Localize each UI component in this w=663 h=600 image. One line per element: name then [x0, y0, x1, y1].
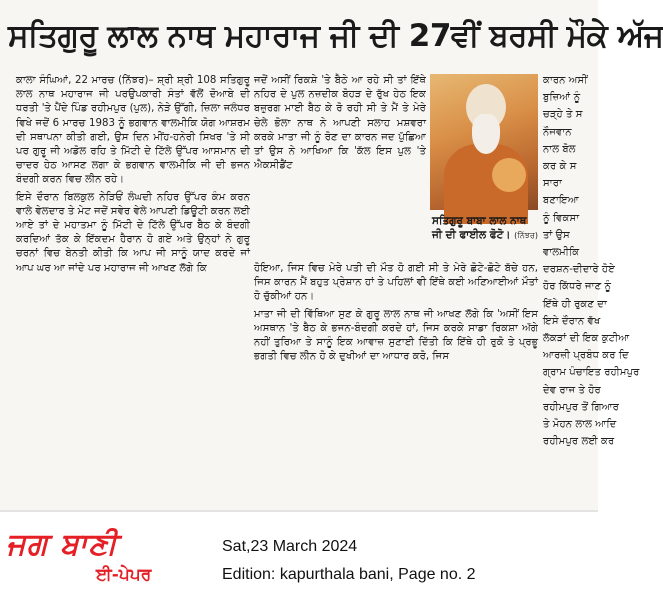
- article-line: ਰਹੀਮਪੁਰ ਲਈ ਕਰ: [543, 436, 615, 448]
- epaper-footer: [0, 510, 598, 600]
- article-line: ਸਾਰਾ: [543, 178, 562, 190]
- article-line: ਦਰਸ਼ਨ-ਦੀਦਾਰੇ ਹੋਏ: [543, 264, 615, 276]
- article-paragraph: ਕਾਲਾ ਸੰਘਿਆਂ, 22 ਮਾਰਚ (ਨਿੱਝਰ)– ਸ਼੍ਰੀ ਸ਼੍ਰੀ 108 ਸਤਿਗੁਰੂ ਲਾਲ ਨਾਥ ਮਹਾਰਾਜ ਜੀ ਪਰਉਪਕਾਰੀ ਸੰਤਾਂ ਵੱਲੋਂ ਦੋਆਬੇ ਦੀ ਧਰਤੀ 'ਤੇ ਪੈਂਦੇ ਪਿੰਡ ਰਹੀਮਪੁਰ (ਪੁਲ), ਨੇੜੇ ਉੱਗੀ, ਜ਼ਿਲਾ ਜਲੰਧਰ ਵਿਖੇ ਜਦੋਂ 6 ਮਾਰਚ 1983 ਨੂੰ ਭਗਵਾਨ ਵਾਲਮੀਕਿ ਯੋਗ ਆਸ਼ਰਮ ਦੀ ਸਥਾਪਨਾ ਕੀਤੀ ਗਈ, ਉਸ ਦਿਨ ਮੀਂਹ-ਹਨੇਰੀ ਸਿਖਰ 'ਤੇ ਸੀ ਪਰ ਗੁਰੂ ਜੀ ਅਡੋਲ ਰਹਿ ਤੇ ਮਿੱਟੀ ਦੇ ਟਿੱਲੇ ਉੱਪਰ ਆਸਮਾਨ ਦੀ ਚਾਦਰ ਹੇਠ ਆਸਣ ਲਗਾ ਕੇ ਭਗਵਾਨ ਵਾਲਮੀਕਿ ਜੀ ਦੀ ਭਜਨ ਬੰਦਗੀ ਕਰਨ ਵਿਚ ਲੀਨ ਰਹੇ।: [16, 75, 250, 186]
- photo-beard: [472, 114, 500, 154]
- article-line: ਬਣਾਇਆ: [543, 195, 579, 207]
- article-line: ਗ੍ਰਾਮ ਪੰਚਾਇਤ ਰਹੀਮਪੁਰ: [543, 367, 640, 379]
- edition-info: Edition: kapurthala bani, Page no. 2: [222, 566, 476, 583]
- article-line: ਲੱਕੜਾਂ ਦੀ ਇਕ ਕੁਟੀਆ: [543, 333, 630, 345]
- article-line: ਆਰਜ਼ੀ ਪ੍ਰਬੰਧ ਕਰ ਦਿ: [543, 350, 629, 362]
- article-paragraph: ਮਾਤਾ ਜੀ ਦੀ ਵਿੱਥਿਆ ਸੁਣ ਕੇ ਗੁਰੂ ਲਾਲ ਨਾਥ ਜੀ ਆਖਣ ਲੱਗੇ ਕਿ 'ਅਸੀਂ ਇਸ ਅਸਥਾਨ 'ਤੇ ਬੈਠ ਕੇ ਭਜਨ-ਬੰਦਗੀ ਕਰਦੇ ਹਾਂ, ਜਿਸ ਕਰਕੇ ਸਾਡਾ ਰਿਕਸ਼ਾ ਅੱਗੇ ਨਹੀਂ ਤੁਰਿਆ ਤੇ ਸਾਨੂੰ ਇਕ ਆਵਾਜ਼ ਸੁਣਾਈ ਦਿੱਤੀ ਕਿ ਇੱਥੇ ਹੀ ਰੁਕੋ ਤੇ ਪ੍ਰਭੂ ਭਗਤੀ ਵਿਚ ਲੀਨ ਹੋ ਕੇ ਦੁਖੀਆਂ ਦਾ ਆਧਾਰ ਕਰੋ, ਜਿਸ: [254, 308, 538, 363]
- article-column-1: [16, 74, 250, 506]
- article-line: ਕਾਰਨ ਅਸੀਂ: [543, 75, 588, 86]
- article-line: ਨੂੰ ਵਿਕਸਾ: [543, 212, 580, 224]
- saint-photo: [430, 74, 538, 210]
- epaper-label: ਈ-ਪੇਪਰ: [96, 565, 152, 585]
- article-line: ਤੇ ਮੋਹਨ ਲਾਲ ਆਦਿ: [543, 419, 617, 431]
- article-column-2-bottom: [254, 262, 538, 506]
- article-line: ਇੱਥੇ ਹੀ ਰੁਕਣ ਦਾ: [543, 298, 607, 310]
- article-line: ਹੋਰ ਕਿੱਧਰੇ ਜਾਣ ਨੂੰ: [543, 281, 612, 293]
- article-line: ਦੇਵ ਰਾਜ ਤੇ ਹੋਰ: [543, 384, 601, 396]
- article-line: ਕਰ ਕੇ ਸ: [543, 161, 577, 173]
- photo-shawl: [492, 158, 526, 192]
- article-column-3: [543, 74, 640, 506]
- article-line: ਇਸੇ ਦੌਰਾਨ ਵੱਖ: [543, 315, 601, 327]
- article-line: ਚੜ੍ਹੇ ਤੇ ਸ: [543, 109, 583, 121]
- article-paragraph: ਹੋਇਆ, ਜਿਸ ਵਿਚ ਮੇਰੇ ਪਤੀ ਦੀ ਮੌਤ ਹੋ ਗਈ ਸੀ ਤੇ ਮੇਰੇ ਛੋਟੇ-ਛੋਟੇ ਬੱਚੇ ਹਨ, ਜਿਸ ਕਾਰਨ ਮੈਂ ਬਹੁਤ ਪ੍ਰੇਸ਼ਾਨ ਹਾਂ ਤੇ ਪਹਿਲਾਂ ਵੀ ਇੱਥੇ ਕਈ ਅਣਿਆਈਆਂ ਮੌਤਾਂ ਹੋ ਚੁੱਕੀਆਂ ਹਨ।: [254, 263, 538, 303]
- article-line: ਬੁਜ਼ਿਆਂ ਨੂੰ: [543, 92, 581, 104]
- article-headline: ਸਤਿਗੁਰੂ ਲਾਲ ਨਾਥ ਮਹਾਰਾਜ ਜੀ ਦੀ 27ਵੀਂ ਬਰਸੀ ਮੌਕੇ ਅੱਜ: [8, 18, 663, 54]
- photo-caption-text: ਸਤਿਗੁਰੂ ਬਾਬਾ ਲਾਲ ਨਾਥ ਜੀ ਦੀ ਫਾਈਲ ਫੋਟੋ।: [432, 215, 527, 241]
- article-line: ਵਾਲਮੀਕਿ: [543, 247, 580, 259]
- article-line: ਤਾਂ ਉਸ: [543, 229, 570, 241]
- article-line: ਨੌਜਵਾਨ: [543, 126, 572, 138]
- article-line: ਨਾਲ ਬੋਲ: [543, 143, 576, 155]
- jagbani-logo: ਜਗ ਬਾਣੀ: [6, 527, 118, 562]
- article-paragraph: ਜਦੋਂ ਅਸੀਂ ਰਿਕਸ਼ੇ 'ਤੇ ਬੈਠੇ ਆ ਰਹੇ ਸੀ ਤਾਂ ਇੱਥੇ ਨਹਿਰ ਦੇ ਪੁਲ ਨਜ਼ਦੀਕ ਬੋਹੜ ਦੇ ਰੁੱਖ ਹੇਠ ਇਕ ਬਜ਼ੁਰਗ ਮਾਈ ਬੈਠ ਕੇ ਰੋ ਰਹੀ ਸੀ ਤੇ ਮੈਂ ਤੇ ਮੇਰੇ ਚੇਲੇ ਭੋਲਾ ਨਾਥ ਨੇ ਆਪਣੀ ਸਲਾਹ ਮਸ਼ਵਰਾ ਕਰਕੇ ਮਾਤਾ ਜੀ ਨੂੰ ਰੋਣ ਦਾ ਕਾਰਨ ਜਦ ਪੁੱਛਿਆ ਤਾਂ ਉਸ ਨੇ ਆਖਿਆ ਕਿ 'ਕੱਲ ਇਸ ਪੁਲ 'ਤੇ ਐਕਸੀਡੈਂਟ: [254, 75, 426, 172]
- photo-caption: [432, 214, 538, 258]
- article-line: ਰਹੀਮਪੁਰ ਤੋਂ ਗਿਆਰ: [543, 401, 619, 413]
- article-column-2-top: [254, 74, 426, 208]
- article-paragraph: ਇਸੇ ਦੌਰਾਨ ਬਿਲਕੁਲ ਨੇੜਿਓਂ ਲੰਘਦੀ ਨਹਿਰ ਉੱਪਰ ਕੰਮ ਕਰਨ ਵਾਲੇ ਵੇਲਦਾਰ ਤੇ ਮੇਟ ਜਦੋਂ ਸਵੇਰ ਵੇਲੇ ਆਪਣੀ ਡਿਊਟੀ ਕਰਨ ਲਈ ਆਏ ਤਾਂ ਦੇ ਮਹਾਤਮਾ ਨੂੰ ਮਿੱਟੀ ਦੇ ਟਿੱਲੇ ਉੱਪਰ ਬੈਠ ਕੇ ਬੰਦਗੀ ਕਰਦਿਆਂ ਤੱਕ ਕੇ ਇੱਕਦਮ ਹੈਰਾਨ ਹੋ ਗਏ ਅਤੇ ਉਨ੍ਹਾਂ ਨੇ ਗੁਰੂ ਚਰਨਾਂ ਵਿਚ ਬੇਨਤੀ ਕੀਤੀ ਕਿ ਆਪ ਜੀ ਸਾਨੂੰ ਯਾਦ ਕਰਦੇ ਜਾਂ ਆਪ ਘਰ ਆ ਜਾਂਦੇ ਪਰ ਮਹਾਰਾਜ ਜੀ ਆਖਣ ਲੱਗੇ ਕਿ: [16, 191, 250, 274]
- photo-credit: (ਨਿੱਝਰ): [514, 231, 538, 240]
- edition-date: Sat,23 March 2024: [222, 538, 358, 555]
